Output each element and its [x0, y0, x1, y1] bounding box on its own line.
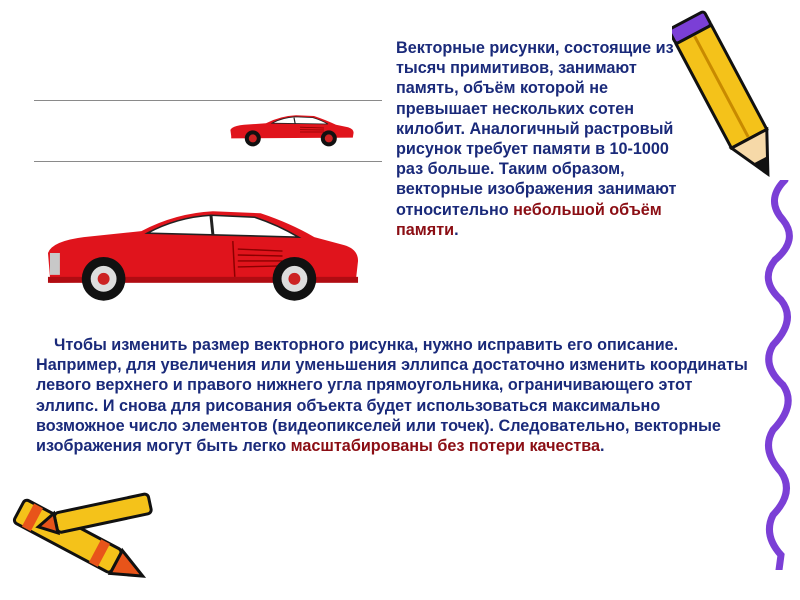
- intro-end: .: [454, 220, 459, 239]
- main-end: .: [600, 437, 605, 456]
- top-divider-line: [34, 100, 382, 101]
- intro-text: Векторные рисунки, состоящие из тысяч примитивов, занимают память, объём которой не превышает нескольких сотен килобит. Аналогичный растровый рисунок требует памяти в 10-1000 раз больше. Таким образом, векторные изображения занимают относительно: [396, 39, 677, 219]
- pencil-icon: [672, 4, 784, 194]
- bottom-divider-line: [34, 161, 382, 162]
- intro-highlight: небольшой объём памяти: [396, 200, 662, 239]
- main-paragraph: [36, 335, 748, 456]
- main-highlight: масштабированы без потери качества: [290, 437, 601, 456]
- squiggle-decoration-icon: [755, 180, 800, 570]
- main-text: Чтобы изменить размер векторного рисунка, нужно исправить его описание. Например, для увеличения или уменьшения эллипса достаточно изменить координаты левого верхнего и правого нижнего угла прямоугольника, ограничивающего этот эллипс. И снова для рисования объекта будет использоваться максимально возможное число элементов (видеопикселей или точек). Следовательно, векторные изображения могут быть легко: [36, 336, 748, 456]
- intro-paragraph: [396, 38, 696, 240]
- large-car-icon: [44, 205, 362, 305]
- crayons-icon: [0, 480, 170, 600]
- small-car-icon: [222, 108, 362, 148]
